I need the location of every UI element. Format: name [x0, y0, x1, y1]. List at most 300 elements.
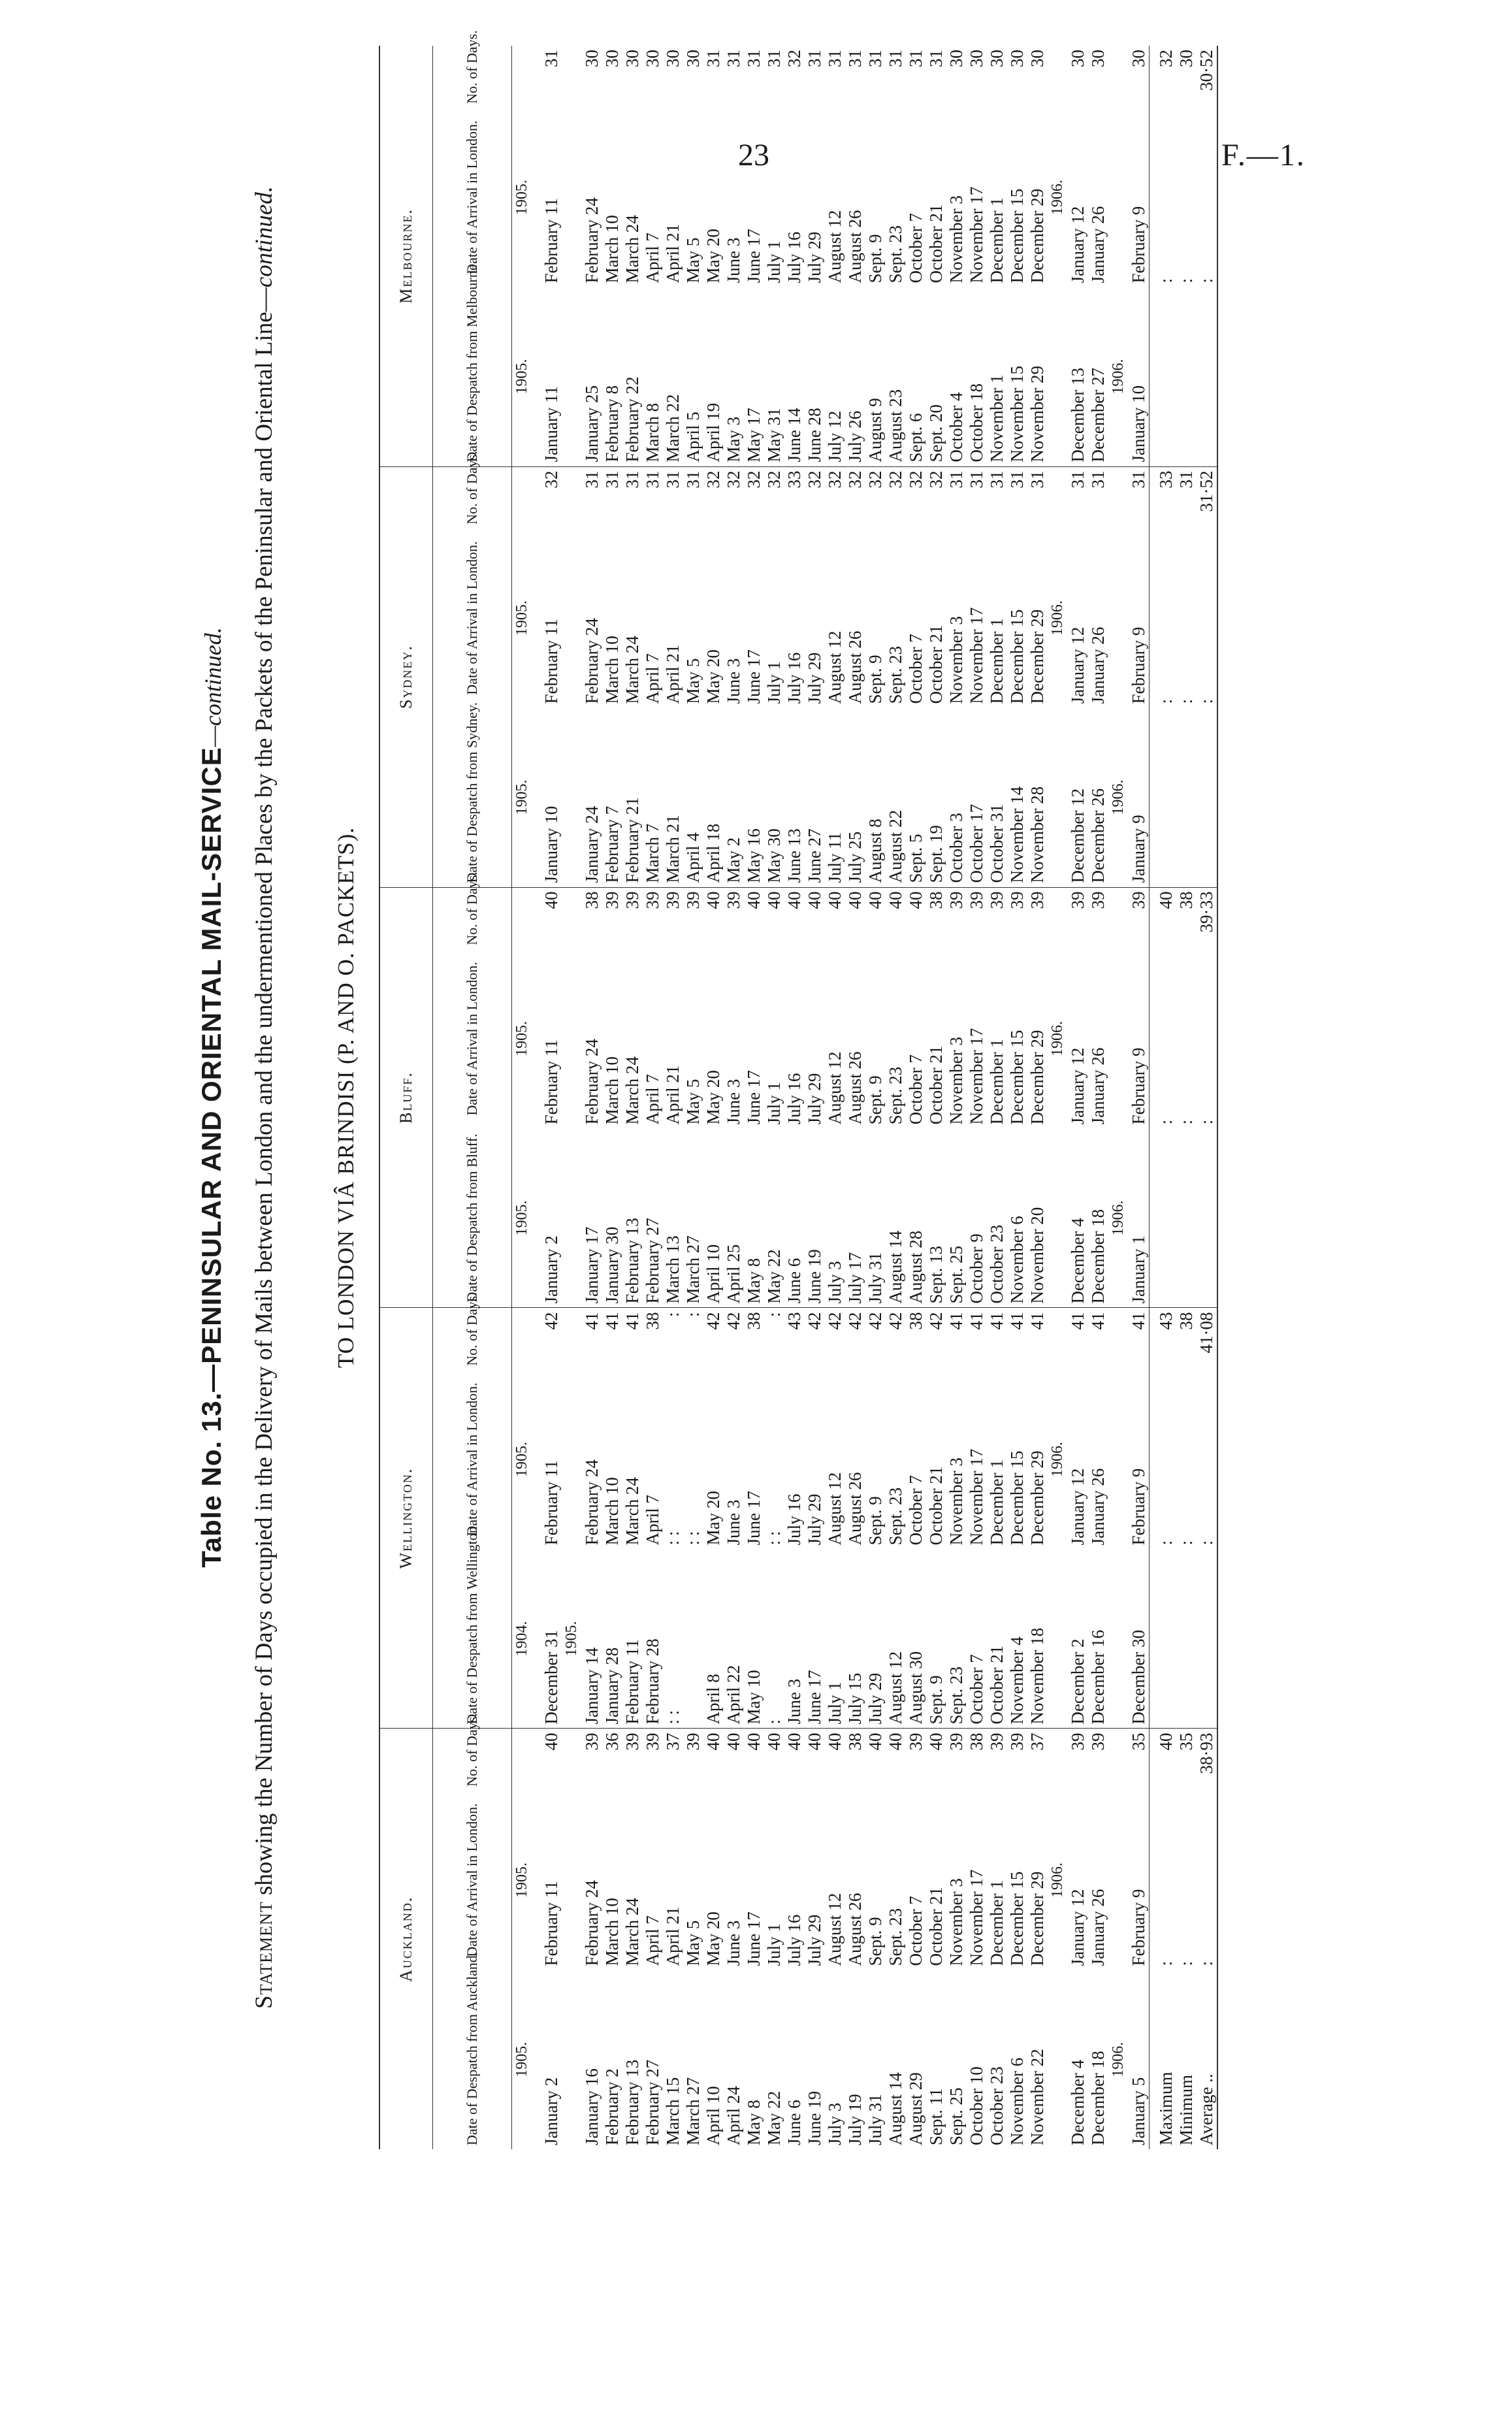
arrival-date: October 7: [906, 213, 925, 284]
arrival-date: November 17: [967, 186, 986, 284]
arrival-date: July 29: [805, 231, 824, 284]
days-count: [562, 887, 582, 949]
mail-delivery-table: [379, 30, 1218, 2149]
despatch-date: Sept. 20: [926, 287, 946, 466]
despatch-date: November 29: [1027, 287, 1048, 466]
despatch-date: July 12: [825, 287, 845, 466]
despatch-date: [562, 287, 582, 466]
despatch-date: January 1: [1129, 1128, 1150, 1308]
days-count: 39: [622, 891, 642, 909]
despatch-date: March 27: [683, 2077, 703, 2145]
despatch-date: October 31: [987, 707, 1007, 887]
days-count: 39: [967, 891, 986, 909]
days-count: 38: [582, 891, 602, 909]
table-row: [906, 46, 926, 2149]
despatch-date: December 26: [1088, 707, 1108, 887]
days-count: 30: [946, 50, 966, 67]
arrival-date: May 20: [703, 1491, 723, 1546]
despatch-date: May 22: [764, 1128, 784, 1308]
table-row: [865, 46, 886, 2149]
despatch-date: February 27: [643, 1128, 663, 1308]
despatch-date: August 29: [906, 2072, 925, 2145]
despatch-date: June 13: [784, 707, 805, 887]
days-count: 40: [744, 1732, 764, 1751]
despatch-date: October 17: [967, 707, 987, 887]
days-count: 40: [541, 1732, 561, 1751]
days-count: 31: [987, 470, 1006, 489]
despatch-date: May 10: [744, 1549, 764, 1729]
days-count: 33: [784, 470, 804, 489]
despatch-date: October 3: [946, 707, 967, 887]
table-row: [845, 46, 865, 2149]
summary-spacer: [1197, 1128, 1217, 1308]
table-row: [582, 46, 602, 2149]
summary-value: 40: [1150, 887, 1177, 949]
days-count-header: No. of Days.: [433, 1308, 512, 1370]
summary-value: 33: [1150, 466, 1177, 529]
table-subheading: TO LONDON VIÂ BRINDISI (P. AND O. PACKETS).: [333, 827, 359, 1368]
days-count: 30: [1007, 50, 1027, 67]
arrival-date: October 7: [906, 1054, 925, 1125]
days-count: 31: [724, 50, 743, 67]
despatch-date: December 13: [1068, 287, 1088, 466]
arrival-date: February 9: [1129, 1468, 1148, 1546]
days-count: 39: [683, 891, 703, 909]
days-count: [562, 466, 582, 529]
arrival-date: : :: [764, 1531, 784, 1546]
summary-value: 35: [1176, 1732, 1196, 1751]
arrival-date: April 21: [663, 644, 683, 704]
despatch-date: [1048, 287, 1068, 466]
days-count: 39: [663, 891, 683, 909]
days-count: 30: [663, 50, 683, 67]
arrival-date: January 26: [1088, 206, 1108, 284]
despatch-date: May 30: [764, 707, 784, 887]
days-count: 30: [1088, 50, 1108, 67]
days-count: 41: [1068, 1312, 1087, 1330]
summary-spacer: [1197, 1549, 1217, 1729]
despatch-date: July 19: [845, 2094, 865, 2145]
days-count: [1048, 46, 1068, 108]
arrival-date: February 24: [582, 1880, 602, 1966]
despatch-date: Sept. 9: [926, 1549, 946, 1729]
arrival-date: November 17: [967, 1869, 986, 1966]
days-count: 32: [845, 470, 865, 489]
days-count: 40: [744, 891, 764, 909]
arrival-date: December 1: [987, 1459, 1006, 1546]
despatch-date: February 21: [622, 707, 643, 887]
arrival-date: February 11: [541, 198, 561, 284]
days-count: 31: [845, 50, 865, 67]
arrival-date: July 1: [764, 1923, 784, 1966]
despatch-date: Sept. 25: [946, 1128, 967, 1308]
arrival-date: 1905.: [513, 180, 530, 216]
despatch-date: February 13: [622, 2059, 642, 2145]
despatch-date-header: Date of Despatch from Melbourne.: [433, 287, 512, 466]
arrival-date: December 15: [1007, 188, 1027, 284]
arrival-date: October 21: [926, 1887, 946, 1966]
days-count: 32: [926, 470, 946, 489]
arrival-date: 1906.: [1049, 180, 1066, 216]
despatch-date: November 1: [987, 287, 1007, 466]
arrival-date: Sept. 23: [886, 225, 905, 284]
arrival-date: July 29: [805, 652, 824, 704]
arrival-date: April 21: [663, 1906, 683, 1966]
despatch-date: July 31: [865, 1128, 886, 1308]
days-count: 40: [784, 891, 804, 909]
despatch-date: April 10: [703, 1128, 724, 1308]
table-row: [987, 46, 1007, 2149]
table-row: [1007, 46, 1027, 2149]
days-count: 31: [805, 50, 824, 67]
days-count: [1108, 46, 1129, 108]
arrival-date: July 1: [764, 240, 784, 284]
city-header: Bluff.: [379, 887, 433, 1308]
arrival-date-header: Date of Arrival in London.: [433, 108, 512, 287]
days-count: 32: [784, 50, 804, 67]
summary-value: 31·52: [1197, 466, 1217, 529]
days-count: 38: [643, 1312, 662, 1330]
despatch-date: 1905.: [513, 2041, 530, 2077]
summary-value: 31: [1176, 470, 1196, 489]
summary-dots: :: [1197, 108, 1217, 287]
days-count: 42: [541, 1312, 561, 1330]
despatch-date: March 8: [643, 287, 663, 466]
despatch-date: February 27: [643, 2059, 662, 2145]
summary-dots: :: [1150, 949, 1177, 1129]
arrival-date: August 12: [825, 1472, 844, 1546]
summary-label: Average ..: [1197, 1970, 1217, 2149]
despatch-date: August 23: [886, 287, 906, 466]
days-count: 39: [622, 1732, 642, 1751]
arrival-date: November 3: [946, 616, 966, 704]
days-count: 31: [703, 50, 723, 67]
despatch-date: February 2: [602, 2068, 622, 2145]
days-count: [1108, 1308, 1129, 1370]
arrival-date: Sept. 9: [865, 234, 885, 284]
arrival-date: April 7: [643, 1915, 662, 1966]
arrival-date: February 24: [582, 1039, 602, 1125]
summary-value: 30: [1176, 50, 1196, 67]
arrival-date: March 24: [622, 215, 642, 284]
despatch-date: November 4: [1007, 1549, 1027, 1729]
despatch-date: August 28: [906, 1128, 926, 1308]
summary-dots: :: [1176, 698, 1196, 704]
days-count: 41: [967, 1312, 986, 1330]
statement-continued: continued.: [251, 186, 278, 288]
days-count: 38: [744, 1312, 764, 1330]
despatch-date: October 9: [967, 1128, 987, 1308]
summary-dots: :: [1197, 1370, 1217, 1550]
arrival-date: [1108, 1370, 1129, 1550]
days-count: 30: [987, 50, 1006, 67]
city-header: Wellington.: [379, 1308, 433, 1729]
days-count: 32: [541, 470, 561, 489]
days-count: 40: [703, 891, 723, 909]
despatch-date-header: Date of Despatch from Sydney.: [433, 707, 512, 887]
days-count: 39: [643, 891, 662, 909]
arrival-date: May 20: [703, 1070, 723, 1125]
arrival-date: January 26: [1088, 1047, 1108, 1125]
days-count: 39: [987, 891, 1006, 909]
despatch-date-header: Date of Despatch from Bluff.: [433, 1128, 512, 1308]
despatch-date: February 11: [622, 1549, 643, 1729]
rotated-table-page: [196, 20, 1502, 2175]
arrival-date: February 11: [541, 1460, 561, 1546]
arrival-date: August 12: [825, 630, 844, 704]
table-row: [886, 46, 906, 2149]
statement-lead: Statement: [251, 1901, 278, 2009]
arrival-date: Sept. 9: [865, 1075, 885, 1125]
despatch-date: Sept. 5: [906, 707, 926, 887]
summary-dots: :: [1150, 108, 1177, 287]
summary-spacer: [1150, 287, 1177, 466]
despatch-date: December 4: [1068, 1128, 1088, 1308]
despatch-date: Sept. 19: [926, 707, 946, 887]
days-count: 40: [724, 1732, 743, 1751]
despatch-date: January 25: [582, 287, 602, 466]
despatch-date: January 11: [532, 287, 562, 466]
year-row: [1108, 46, 1129, 2149]
summary-value: 32: [1150, 46, 1177, 108]
days-count: 37: [663, 1732, 683, 1751]
table-row: [1027, 46, 1048, 2149]
statement-text: showing the Number of Days occupied in the Delivery of Mails between London and the undermentioned Places by the Packets of the Peninsular and Oriental Line—: [251, 287, 278, 1902]
days-count: 31: [541, 50, 561, 67]
table-row: [764, 46, 784, 2149]
arrival-date: March 10: [602, 1477, 622, 1546]
arrival-date: [1108, 949, 1129, 1129]
arrival-date: October 21: [926, 204, 946, 284]
days-count: 31: [865, 50, 885, 67]
despatch-date: April 19: [703, 287, 724, 466]
despatch-date: November 28: [1027, 707, 1048, 887]
arrival-date: July 16: [784, 231, 804, 284]
summary-spacer: [1176, 707, 1197, 887]
despatch-date: October 21: [987, 1549, 1007, 1729]
summary-label: Maximum: [1150, 1970, 1177, 2149]
despatch-date: 1905.: [512, 707, 533, 887]
city-header: Melbourne.: [379, 46, 433, 466]
despatch-date: August 9: [865, 287, 886, 466]
arrival-date: February 11: [541, 1881, 561, 1966]
statement: [248, 46, 281, 2149]
arrival-date: April 7: [643, 1074, 662, 1125]
despatch-date: July 25: [845, 707, 865, 887]
days-count: 39: [1088, 1732, 1108, 1751]
arrival-date: March 24: [622, 1056, 642, 1125]
despatch-date: August 30: [906, 1549, 926, 1729]
days-count: [512, 887, 533, 949]
summary-value: 43: [1150, 1308, 1177, 1370]
despatch-date: [562, 1128, 582, 1308]
despatch-date: December 31: [532, 1549, 562, 1729]
days-count: 31: [764, 50, 784, 67]
despatch-date: November 6: [1007, 2057, 1027, 2145]
days-count: 39: [602, 891, 622, 909]
arrival-date: Sept. 23: [886, 1487, 905, 1546]
days-count: 40: [886, 891, 905, 909]
arrival-date: July 29: [805, 1073, 824, 1125]
despatch-date: July 29: [865, 1549, 886, 1729]
summary-row: [1197, 46, 1217, 2149]
arrival-date: 1906.: [1049, 600, 1066, 636]
days-count: 31: [1027, 470, 1047, 489]
despatch-date: July 17: [845, 1128, 865, 1308]
days-count: 31: [967, 470, 986, 489]
despatch-date: March 27: [683, 1128, 703, 1308]
arrival-date: March 10: [602, 1056, 622, 1125]
summary-dots: :: [1150, 1370, 1177, 1550]
arrival-date: July 16: [784, 1493, 804, 1546]
arrival-date: Sept. 23: [886, 1908, 905, 1966]
despatch-date: April 18: [703, 707, 724, 887]
arrival-date: July 1: [764, 1082, 784, 1125]
despatch-date: June 19: [805, 2090, 824, 2145]
days-count: 39: [946, 1732, 966, 1751]
table-row: [784, 46, 805, 2149]
despatch-date: March 15: [663, 2077, 683, 2145]
despatch-date: January 17: [582, 1128, 602, 1308]
days-count: 30: [622, 50, 642, 67]
arrival-date: August 12: [825, 1051, 844, 1125]
summary-dots: :: [1150, 1791, 1177, 1970]
days-count: 36: [602, 1732, 622, 1751]
arrival-date-header: Date of Arrival in London.: [433, 1370, 512, 1550]
days-count: 32: [724, 470, 743, 489]
year-row: [1048, 46, 1068, 2149]
arrival-date: June 17: [744, 649, 764, 704]
despatch-date: April 8: [703, 1549, 724, 1729]
despatch-date: November 22: [1027, 2049, 1047, 2145]
arrival-date: March 10: [602, 636, 622, 704]
days-count: 42: [845, 1312, 865, 1330]
table-row: [1129, 46, 1150, 2149]
days-count: 40: [764, 1732, 784, 1751]
days-count: 42: [703, 1312, 723, 1330]
arrival-date: 1905.: [513, 1442, 530, 1478]
despatch-date: July 15: [845, 1549, 865, 1729]
despatch-date: 1905.: [512, 1128, 533, 1308]
days-count: 31: [622, 470, 642, 489]
days-count: 41: [622, 1312, 642, 1330]
days-count: 39: [1088, 891, 1108, 909]
days-count: 42: [825, 1312, 844, 1330]
despatch-date: January 28: [602, 1549, 622, 1729]
despatch-date: Sept. 23: [946, 1549, 967, 1729]
days-count: 41: [1027, 1312, 1047, 1330]
arrival-date: March 24: [622, 636, 642, 704]
despatch-date: February 13: [622, 1128, 643, 1308]
days-count: 32: [764, 470, 784, 489]
arrival-date: February 11: [541, 619, 561, 704]
arrival-date: November 3: [946, 1878, 966, 1966]
despatch-date: January 5: [1129, 2077, 1148, 2145]
arrival-date: May 20: [703, 649, 723, 704]
days-count: 41: [602, 1312, 622, 1330]
arrival-date: 1905.: [513, 1862, 530, 1898]
arrival-date: Sept. 9: [865, 1917, 885, 1966]
despatch-date: Sept. 25: [946, 2087, 966, 2145]
days-count: 42: [724, 1312, 743, 1330]
days-count: 31: [886, 50, 905, 67]
arrival-date: Sept. 9: [865, 1496, 885, 1546]
arrival-date: February 9: [1129, 206, 1148, 284]
despatch-date: May 17: [744, 287, 764, 466]
despatch-date: June 27: [805, 707, 825, 887]
days-count: 30: [1027, 50, 1047, 67]
arrival-date: December 29: [1027, 1450, 1047, 1546]
despatch-date: July 3: [825, 1128, 845, 1308]
arrival-date: October 7: [906, 634, 925, 704]
despatch-date: January 30: [602, 1128, 622, 1308]
arrival-date: 1905.: [513, 1021, 530, 1057]
arrival-date: December 15: [1007, 1030, 1027, 1125]
days-count: 39: [987, 1732, 1006, 1751]
despatch-date: April 10: [703, 2086, 723, 2145]
arrival-date: 1906.: [1049, 1442, 1066, 1478]
despatch-date: May 3: [724, 287, 744, 466]
table-row: [622, 46, 643, 2149]
arrival-date: [1108, 529, 1129, 708]
arrival-date: December 15: [1007, 609, 1027, 704]
arrival-date: June 3: [724, 1079, 743, 1125]
despatch-date: March 21: [663, 707, 683, 887]
summary-spacer: [1150, 1549, 1177, 1729]
despatch-date: January 24: [582, 707, 602, 887]
arrival-date: December 1: [987, 1039, 1006, 1125]
arrival-date: January 12: [1068, 206, 1087, 284]
arrival-date: December 15: [1007, 1871, 1027, 1966]
arrival-date: December 29: [1027, 1871, 1047, 1966]
despatch-date: January 10: [1129, 287, 1150, 466]
summary-spacer: [1197, 707, 1217, 887]
arrival-date: [562, 949, 582, 1129]
year-row: [562, 46, 582, 2149]
days-count: 38: [845, 1732, 865, 1751]
summary-value: 39·33: [1197, 887, 1217, 949]
days-count: 31: [825, 50, 844, 67]
table-row: [946, 46, 967, 2149]
days-count: 39: [946, 891, 966, 909]
despatch-date: May 22: [764, 2090, 784, 2145]
arrival-date: August 26: [845, 1051, 865, 1125]
days-count: 30: [1129, 50, 1148, 67]
days-count: 40: [865, 1732, 885, 1751]
table-body: [512, 46, 1218, 2149]
days-count: 41: [1088, 1312, 1108, 1330]
days-count: 41: [582, 1312, 602, 1330]
table-row: [602, 46, 622, 2149]
page-reference: F.—1.: [1221, 138, 1306, 172]
days-count: [1048, 1729, 1068, 1791]
despatch-date: Sept. 6: [906, 287, 926, 466]
days-count: 31: [926, 50, 946, 67]
arrival-date: January 26: [1088, 1889, 1108, 1966]
arrival-date: August 26: [845, 630, 865, 704]
days-count: 40: [805, 1732, 824, 1751]
arrival-date: January 26: [1088, 1468, 1108, 1546]
table-row: [1088, 46, 1108, 2149]
arrival-date: May 20: [703, 229, 723, 284]
arrival-date: October 21: [926, 1045, 946, 1125]
days-count: 31: [1088, 470, 1108, 489]
arrival-date: January 12: [1068, 1468, 1087, 1546]
arrival-date: December 15: [1007, 1450, 1027, 1546]
days-count: 39: [1068, 891, 1087, 909]
arrival-date: June 3: [724, 658, 743, 704]
arrival-date: : :: [683, 1531, 703, 1546]
